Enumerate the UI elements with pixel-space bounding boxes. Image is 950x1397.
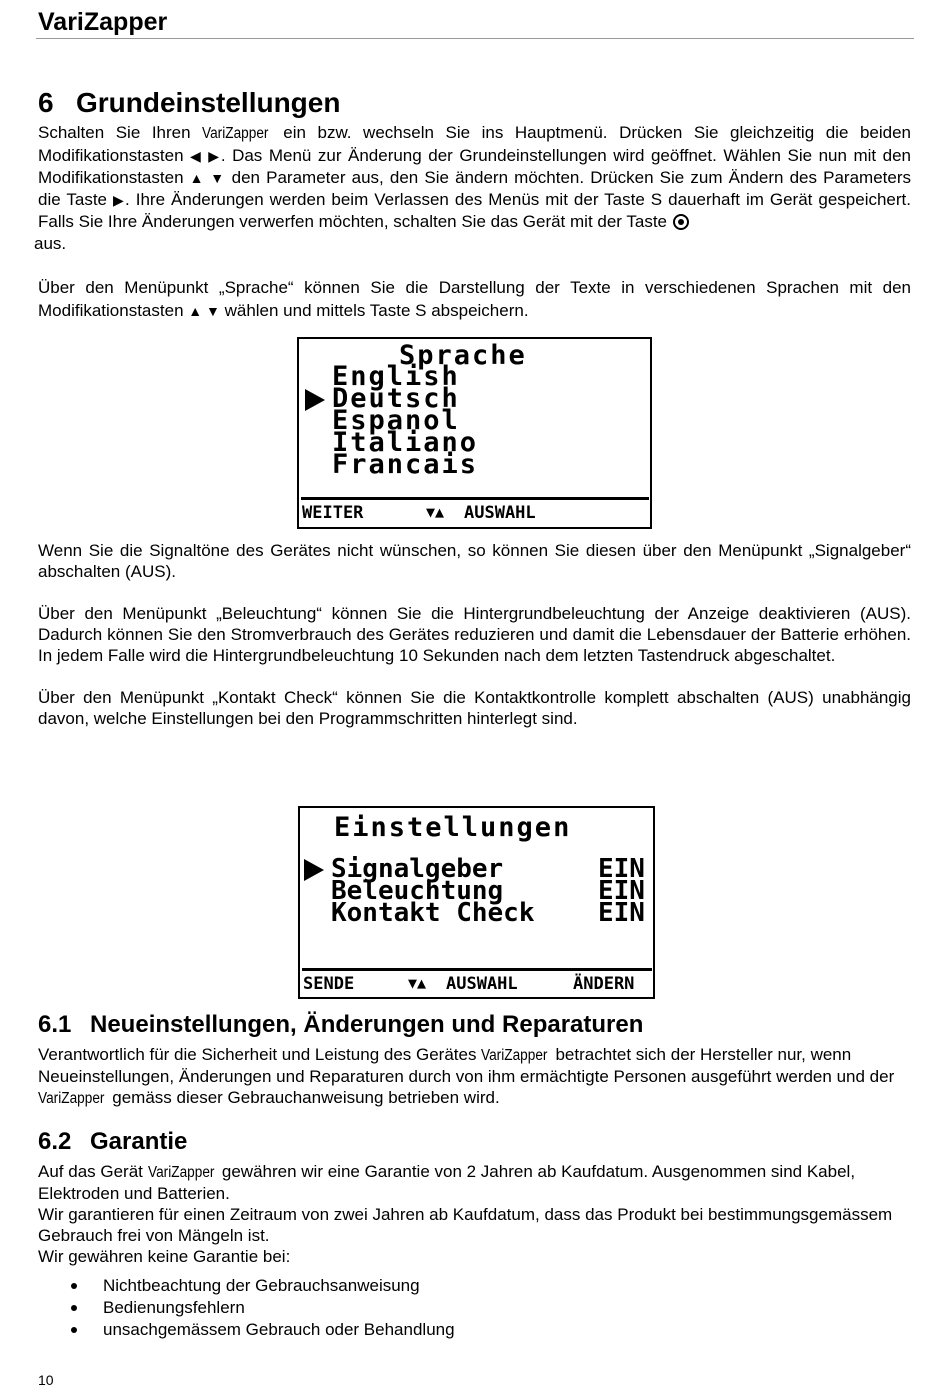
brand-name: VariZapper	[147, 1164, 215, 1181]
lcd-setting-value: EIN	[598, 854, 645, 884]
lcd-footer-send-label: SENDE	[303, 974, 355, 994]
list-item: unsachgemässem Gebrauch oder Behandlung	[38, 1319, 911, 1341]
document-body-continued	[38, 540, 911, 729]
up-down-arrows-icon: ▲ ▼	[188, 303, 220, 319]
section-6-1-title: Neueinstellungen, Änderungen und Reparaturen	[90, 1011, 644, 1038]
text-span: aus.	[34, 234, 67, 253]
text-span: gemäss dieser Gebrauchanweisung betrieben wird.	[107, 1088, 500, 1107]
lcd-setting-label: Beleuchtung	[331, 876, 504, 906]
text-span: ein bzw. wechseln Sie ins Hauptmenü. Drücken Sie gleichzeitig die beiden Modifikationstasten	[38, 123, 912, 165]
text-span: gewähren wir eine Garantie von 2 Jahren ab Kaufdatum. Ausgenommen sind Kabel, Elektroden und Batterien.	[38, 1162, 856, 1203]
section-6-heading	[38, 86, 911, 120]
section-6-paragraph-5: Über den Menüpunkt „Kontakt Check“ können Sie die Kontaktkontrolle komplett abschalten (AUS) unabhängig davon, welche Einstellungen bei den Programmschritten hinterlegt sind.	[38, 688, 911, 728]
lcd-settings-title: Einstellungen	[334, 812, 572, 843]
section-6-2-paragraph-2: Wir garantieren für einen Zeitraum von zwei Jahren ab Kaufdatum, dass das Produkt bei bestimmungsgemässem Gebrauch frei von Mängeln ist.	[38, 1205, 893, 1245]
lcd-setting-label: Kontakt Check	[331, 898, 535, 928]
lcd-language-option: Francais	[332, 449, 479, 480]
text-span: . Das Menü zur Änderung der Grundeinstellungen wird geöffnet. Wählen Sie nun mit den Modifikationstasten	[38, 146, 911, 187]
document-header-title: VariZapper	[38, 8, 168, 36]
text-span: betrachtet sich der Hersteller nur, wenn Neueinstellungen, Änderungen und Reparaturen durch von ihm ermächtigte Personen ausgeführt werden und der	[38, 1045, 895, 1086]
lcd-footer-divider	[301, 497, 649, 500]
list-item: Bedienungsfehlern	[38, 1297, 911, 1319]
lcd-footer-arrows-icon: ▼▲	[408, 974, 427, 992]
warranty-exclusions-list	[38, 1275, 911, 1341]
text-span: den Parameter aus, den Sie ändern möchten. Drücken Sie zum Ändern des Parameters die Taste	[38, 168, 911, 209]
lcd-settings-screen	[298, 806, 655, 999]
section-6-title: Grundeinstellungen	[76, 87, 341, 118]
lcd-setting-value: EIN	[598, 898, 645, 928]
text-span: Verantwortlich für die Sicherheit und Leistung des Gerätes	[38, 1045, 482, 1064]
section-6-1-paragraph	[38, 1044, 911, 1109]
lcd-footer-divider	[302, 968, 652, 971]
lcd-footer-arrows-icon: ▼▲	[426, 503, 445, 521]
section-6-paragraph-4: Über den Menüpunkt „Beleuchtung“ können Sie die Hintergrundbeleuchtung der Anzeige deaktivieren (AUS). Dadurch können Sie den Stromverbrauch des Gerätes reduzieren und damit die Lebensdauer der Batterie erhöhen. In jedem Falle wird die Hintergrundbeleuchtung 10 Sekunden nach dem letzten Tastendruck abgeschaltet.	[38, 604, 911, 665]
lcd-setting-value: EIN	[598, 876, 645, 906]
lcd-footer-change-label: ÄNDERN	[573, 974, 635, 994]
header-divider	[36, 38, 914, 39]
section-6-paragraph-3: Wenn Sie die Signaltöne des Gerätes nicht wünschen, so können Sie diesen über den Menüpunkt „Signalgeber“ abschalten (AUS).	[38, 541, 911, 581]
text-span: wählen und mittels Taste S abspeichern.	[219, 301, 529, 320]
power-button-icon	[673, 214, 689, 230]
text-span: Auf das Gerät	[38, 1162, 148, 1181]
section-6-2-title: Garantie	[90, 1128, 188, 1155]
lcd-language-screen	[297, 337, 652, 529]
section-6-paragraph-1	[34, 122, 912, 255]
document-body	[34, 86, 912, 323]
brand-name: VariZapper	[202, 125, 269, 142]
section-6-paragraph-2	[38, 276, 911, 323]
lcd-footer-select-label: AUSWAHL	[446, 974, 518, 994]
lcd-language-title: Sprache	[399, 340, 527, 371]
page-number: 10	[38, 1372, 54, 1388]
lcd-language-option: Italiano	[332, 427, 479, 458]
up-down-arrows-icon: ▲ ▼	[189, 170, 226, 186]
lcd-selection-pointer-icon	[304, 859, 324, 881]
list-item: Nichtbeachtung der Gebrauchsanweisung	[38, 1275, 911, 1297]
section-6-2-paragraph-1	[38, 1161, 911, 1204]
text-span: Schalten Sie Ihren	[38, 123, 203, 142]
lcd-language-option: Deutsch	[332, 383, 460, 414]
left-right-arrows-icon: ◀ ▶	[190, 148, 221, 164]
lcd-setting-label: Signalgeber	[331, 854, 504, 884]
section-6-2-number: 6.2	[38, 1128, 72, 1155]
lcd-footer-next-label: WEITER	[302, 503, 364, 523]
text-span: Über den Menüpunkt „Sprache“ können Sie die Darstellung der Texte in verschiedenen Sprachen mit den Modifikationstasten	[38, 278, 911, 320]
section-6-1-heading	[38, 1010, 911, 1040]
section-6-2-heading	[38, 1127, 911, 1157]
lcd-footer-select-label: AUSWAHL	[464, 503, 536, 523]
brand-name: VariZapper	[481, 1047, 548, 1064]
lcd-language-option: Espanol	[332, 405, 460, 436]
text-span: . Ihre Änderungen werden beim Verlassen des Menüs mit der Taste S dauerhaft im Gerät gespeichert. Falls Sie Ihre Änderungen verwerfen möchten, schalten Sie das Gerät mit der Taste	[38, 190, 911, 231]
brand-name: VariZapper	[38, 1090, 105, 1107]
right-arrow-icon: ▶	[113, 192, 126, 208]
lcd-selection-pointer-icon	[305, 389, 325, 411]
section-6-2-paragraph-3: Wir gewähren keine Garantie bei:	[38, 1247, 291, 1266]
section-6-1-number: 6.1	[38, 1011, 72, 1038]
lcd-language-option: English	[332, 361, 460, 392]
section-6-number: 6	[38, 87, 54, 118]
document-body-sections	[38, 1010, 911, 1341]
